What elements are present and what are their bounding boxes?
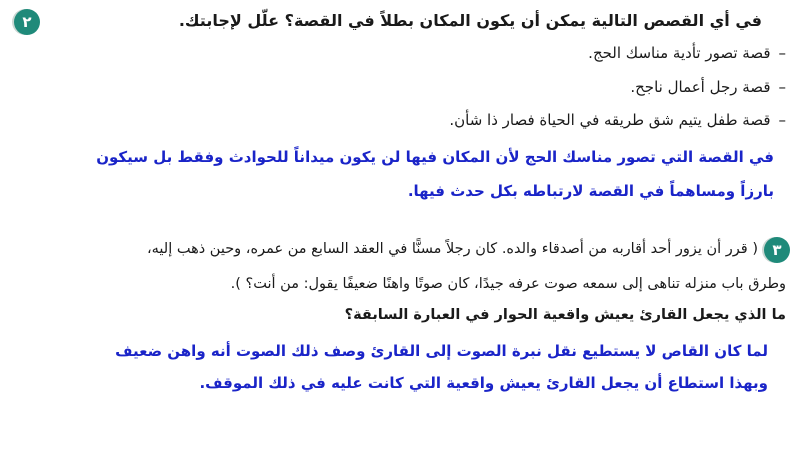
question-number-badge-3: [764, 237, 790, 263]
question-3-passage-line-2: وطرق باب منزله تناهى إلى سمعه صوت عرفه جيدًا، كان صوتًا واهنًا ضعيفًا يقول: من أنت؟ ).: [230, 276, 786, 292]
option-text: قصة طفل يتيم شق طريقه في الحياة فصار ذا شأن.: [449, 111, 771, 129]
question-3-passage-line-1: ( قرر أن يزور أحد أقاربه من أصدقاء والده. كان رجلاً مسنًّا في العقد السابع من عمره، وحين ذهب إليه،: [146, 241, 758, 257]
question-number-2: ٢: [22, 13, 32, 31]
question-2-option-3: [449, 111, 786, 129]
option-marker: –: [778, 44, 786, 62]
question-3-answer-line-2: وبهذا استطاع أن يجعل القارئ يعيش واقعية التي كانت عليه في ذلك الموقف.: [199, 374, 768, 392]
question-number-badge-2: [14, 9, 40, 35]
question-2-heading: في أي القصص التالية يمكن أن يكون المكان بطلاً في القصة؟ علّل لإجابتك.: [178, 11, 762, 30]
question-number-3: ٣: [772, 241, 782, 259]
question-3-question: ما الذي يجعل القارئ يعيش واقعية الحوار في العبارة السابقة؟: [344, 307, 786, 323]
question-2-answer-line-2: بارزاً ومساهماً في القصة لارتباطه بكل حدث فيها.: [407, 182, 774, 200]
option-text: قصة تصور تأدية مناسك الحج.: [588, 44, 771, 62]
option-marker: –: [778, 78, 786, 96]
option-marker: –: [778, 111, 786, 129]
option-text: قصة رجل أعمال ناجح.: [630, 78, 771, 96]
question-2-option-1: [588, 44, 786, 62]
question-2-option-2: [630, 78, 786, 96]
question-2-answer-line-1: في القصة التي تصور مناسك الحج لأن المكان فيها لن يكون ميداناً للحوادث وفقط بل سيكون: [96, 148, 774, 166]
question-3-answer-line-1: لما كان القاص لا يستطيع نقل نبرة الصوت إلى القارئ وصف ذلك الصوت أنه واهن ضعيف: [115, 342, 768, 360]
